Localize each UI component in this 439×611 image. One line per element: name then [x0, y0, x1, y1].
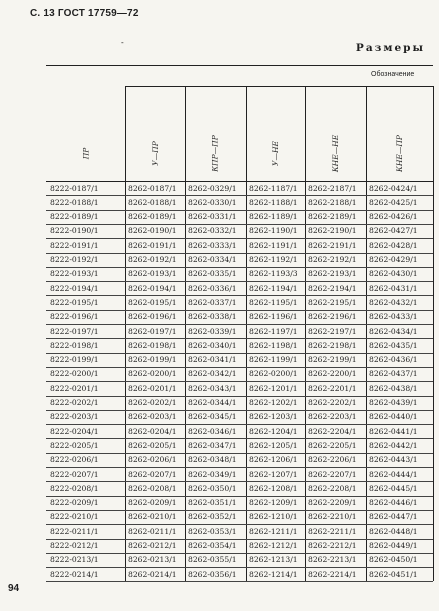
- column-header: [366, 126, 433, 181]
- table-cell: 8222-0212/1: [50, 541, 99, 550]
- table-cell: 8262-0443/1: [369, 455, 418, 465]
- table-cell: 8262-0341/1: [188, 355, 237, 365]
- table-cell: 8262-0335/1: [188, 269, 237, 279]
- table-cell: 8222-0193/1: [50, 269, 99, 279]
- table-cell: 8262-1189/1: [249, 212, 298, 222]
- table-cell: 8262-2204/1: [308, 426, 357, 436]
- table-cell: 8262-2201/1: [308, 383, 357, 393]
- table-cell: 8262-0436/1: [369, 355, 418, 365]
- table-cell: 8262-0450/1: [369, 555, 418, 565]
- table-cell: 8262-2206/1: [308, 455, 357, 465]
- column-header-label: ПР: [81, 147, 90, 160]
- table-cell: 8262-0444/1: [369, 469, 418, 479]
- table-cell: 8262-2197/1: [308, 326, 357, 336]
- table-cell: 8262-1191/1: [249, 240, 298, 250]
- stray-mark: -: [121, 38, 124, 47]
- table-cell: 8262-0439/1: [369, 398, 418, 407]
- section-title: Размеры: [355, 42, 425, 54]
- table-cell: 8262-2188/1: [308, 197, 357, 207]
- table-cell: 8222-0196/1: [50, 312, 99, 322]
- table-cell: 8262-2194/1: [308, 283, 357, 293]
- table-cell: 8262-0187/1: [128, 183, 177, 193]
- table-cell: 8262-0449/1: [369, 541, 418, 550]
- column-divider: [433, 86, 434, 581]
- table-cell: 8262-2202/1: [308, 398, 357, 407]
- table-cell: 8262-0210/1: [128, 512, 177, 522]
- column-header-label: КНЕ—ПР: [394, 135, 404, 172]
- table-cell: 8262-2198/1: [308, 340, 357, 350]
- table-cell: 8262-0192/1: [128, 255, 177, 264]
- table-cell: 8262-0427/1: [369, 226, 418, 236]
- table-cell: 8262-2209/1: [308, 498, 357, 508]
- table-cell: 8262-0348/1: [188, 455, 237, 465]
- table-cell: 8222-0191/1: [50, 240, 99, 250]
- table-cell: 8262-0332/1: [188, 226, 237, 236]
- table-cell: 8262-0336/1: [188, 283, 237, 293]
- table-cell: 8262-2213/1: [308, 555, 357, 565]
- table-cell: 8262-0197/1: [128, 326, 177, 336]
- table-cell: 8262-0196/1: [128, 312, 177, 322]
- table-cell: 8262-0190/1: [128, 226, 177, 236]
- table-cell: 8262-1207/1: [249, 469, 298, 479]
- table-cell: 8222-0188/1: [50, 197, 99, 207]
- column-header: [305, 126, 366, 181]
- column-header: [125, 126, 185, 181]
- table-cell: 8222-0213/1: [50, 555, 99, 565]
- table-cell: 8262-0188/1: [128, 197, 177, 207]
- table-cell: 8262-0344/1: [188, 398, 237, 407]
- table-cell: 8262-0209/1: [128, 498, 177, 508]
- table-cell: 8262-0431/1: [369, 283, 418, 293]
- table-cell: 8262-0441/1: [369, 426, 418, 436]
- table-cell: 8262-0351/1: [188, 498, 237, 508]
- table-cell: 8262-0207/1: [128, 469, 177, 479]
- column-header-label: КПР—ПР: [210, 135, 220, 172]
- table-cell: 8262-1209/1: [249, 498, 298, 508]
- table-cell: 8262-0330/1: [188, 197, 237, 207]
- column-header: [246, 126, 305, 181]
- table-cell: 8262-2208/1: [308, 483, 357, 493]
- table-cell: 8262-0354/1: [188, 541, 237, 550]
- table-cell: 8262-2196/1: [308, 312, 357, 322]
- table-cell: 8262-0211/1: [128, 526, 177, 536]
- table-cell: 8262-2203/1: [308, 412, 357, 422]
- column-header-label: У—НЕ: [271, 141, 280, 166]
- table-cell: 8262-0333/1: [188, 240, 237, 250]
- table-cell: 8222-0209/1: [50, 498, 99, 508]
- table-cell: 8262-1199/1: [249, 355, 298, 365]
- column-header-label: КНЕ—НЕ: [331, 134, 340, 173]
- table-cell: 8222-0197/1: [50, 326, 99, 336]
- table-cell: 8222-0202/1: [50, 398, 99, 407]
- table-cell: 8262-0451/1: [369, 569, 418, 579]
- table-cell: 8262-2195/1: [308, 297, 357, 307]
- table-cell: 8262-0345/1: [188, 412, 237, 422]
- designation-table: [46, 86, 433, 581]
- table-cell: 8262-0445/1: [369, 483, 418, 493]
- table-cell: 8262-1198/1: [249, 340, 298, 350]
- table-cell: 8262-0424/1: [369, 183, 418, 193]
- table-cell: 8262-0203/1: [128, 412, 177, 422]
- column-header-label: У—ПР: [150, 141, 160, 166]
- table-cell: 8262-0213/1: [128, 555, 177, 565]
- table-cell: 8222-0192/1: [50, 255, 99, 264]
- table-cell: 8262-0429/1: [369, 255, 418, 264]
- table-cell: 8222-0201/1: [50, 383, 99, 393]
- table-cell: 8262-0200/1: [128, 369, 177, 379]
- table-cell: 8262-2211/1: [308, 526, 357, 536]
- table-cell: 8262-2214/1: [308, 569, 357, 579]
- table-cell: 8262-1205/1: [249, 440, 298, 450]
- table-cell: 8262-1206/1: [249, 455, 298, 465]
- table-cell: 8262-0202/1: [128, 398, 177, 407]
- table-cell: 8262-1192/1: [249, 255, 298, 264]
- table-cell: 8262-0193/1: [128, 269, 177, 279]
- table-cell: 8222-0204/1: [50, 426, 99, 436]
- table-cell: 8262-0199/1: [128, 355, 177, 365]
- table-cell: 8262-0343/1: [188, 383, 237, 393]
- table-cell: 8262-0208/1: [128, 483, 177, 493]
- table-cell: 8262-0349/1: [188, 469, 237, 479]
- table-cell: 8262-0352/1: [188, 512, 237, 522]
- table-cell: 8262-0212/1: [128, 541, 177, 550]
- table-cell: 8262-1188/1: [249, 197, 298, 207]
- table-cell: 8262-0440/1: [369, 412, 418, 422]
- table-cell: 8262-0355/1: [188, 555, 237, 565]
- table-cell: 8262-0189/1: [128, 212, 177, 222]
- table-cell: 8262-0331/1: [188, 212, 237, 222]
- table-cell: 8262-0438/1: [369, 383, 418, 393]
- table-cell: 8262-1202/1: [249, 398, 298, 407]
- table-cell: 8262-1194/1: [249, 283, 298, 293]
- table-cell: 8262-0353/1: [188, 526, 237, 536]
- table-cell: 8262-0340/1: [188, 340, 237, 350]
- table-cell: 8262-2189/1: [308, 212, 357, 222]
- table-cell: 8262-0337/1: [188, 297, 237, 307]
- table-cell: 8262-0432/1: [369, 297, 418, 307]
- table-cell: 8262-1203/1: [249, 412, 298, 422]
- table-cell: 8222-0198/1: [50, 340, 99, 350]
- table-cell: 8262-0206/1: [128, 455, 177, 465]
- table-cell: 8262-0447/1: [369, 512, 418, 522]
- table-cell: 8262-1211/1: [249, 526, 298, 536]
- table-cell: 8222-0203/1: [50, 412, 99, 422]
- table-cell: 8262-1208/1: [249, 483, 298, 493]
- table-cell: 8222-0206/1: [50, 455, 99, 465]
- table-cell: 8262-0195/1: [128, 297, 177, 307]
- page-number: 94: [8, 583, 20, 594]
- table-cell: 8262-0448/1: [369, 526, 418, 536]
- table-cell: 8262-0442/1: [369, 440, 418, 450]
- table-cell: 8262-0356/1: [188, 569, 237, 579]
- table-cell: 8262-1193/3: [249, 269, 298, 279]
- table-cell: 8262-2205/1: [308, 440, 357, 450]
- page-header: С. 13 ГОСТ 17759—72: [30, 8, 139, 19]
- table-cell: 8222-0194/1: [50, 283, 99, 293]
- table-cell: 8222-0205/1: [50, 440, 99, 450]
- table-cell: 8262-0205/1: [128, 440, 177, 450]
- designation-label: Обозначение: [371, 71, 415, 78]
- table-cell: 8262-0339/1: [188, 326, 237, 336]
- table-cell: 8222-0214/1: [50, 569, 99, 579]
- table-cell: 8262-0200/1: [249, 369, 298, 379]
- table-cell: 8262-0430/1: [369, 269, 418, 279]
- table-cell: 8222-0207/1: [50, 469, 99, 479]
- table-cell: 8262-0428/1: [369, 240, 418, 250]
- table-cell: 8262-0191/1: [128, 240, 177, 250]
- table-cell: 8262-2193/1: [308, 269, 357, 279]
- table-cell: 8222-0187/1: [50, 183, 99, 193]
- table-cell: 8262-1213/1: [249, 555, 298, 565]
- column-header: [46, 126, 125, 181]
- table-cell: 8222-0211/1: [50, 526, 99, 536]
- table-cell: 8262-0433/1: [369, 312, 418, 322]
- table-cell: 8262-1201/1: [249, 383, 298, 393]
- column-header: [185, 126, 246, 181]
- table-cell: 8262-2192/1: [308, 255, 357, 264]
- table-cell: 8262-2187/1: [308, 183, 357, 193]
- top-rule: [46, 65, 433, 66]
- table-cell: 8262-0350/1: [188, 483, 237, 493]
- table-cell: 8262-1212/1: [249, 541, 298, 550]
- table-cell: 8222-0208/1: [50, 483, 99, 493]
- table-cell: 8262-0204/1: [128, 426, 177, 436]
- table-cell: 8262-0214/1: [128, 569, 177, 579]
- table-cell: 8262-2191/1: [308, 240, 357, 250]
- table-cell: 8262-0426/1: [369, 212, 418, 222]
- table-cell: 8262-0334/1: [188, 255, 237, 264]
- table-cell: 8262-1204/1: [249, 426, 298, 436]
- table-cell: 8262-1187/1: [249, 183, 298, 193]
- table-cell: 8222-0200/1: [50, 369, 99, 379]
- table-cell: 8262-0342/1: [188, 369, 237, 379]
- table-cell: 8222-0189/1: [50, 212, 99, 222]
- table-cell: 8262-0338/1: [188, 312, 237, 322]
- table-cell: 8262-0329/1: [188, 183, 237, 193]
- table-cell: 8262-0446/1: [369, 498, 418, 508]
- table-cell: 8262-1210/1: [249, 512, 298, 522]
- table-cell: 8262-1197/1: [249, 326, 298, 336]
- table-cell: 8222-0190/1: [50, 226, 99, 236]
- table-cell: 8262-0347/1: [188, 440, 237, 450]
- table-cell: 8262-1214/1: [249, 569, 298, 579]
- table-cell: 8262-1190/1: [249, 226, 298, 236]
- table-cell: 8262-1195/1: [249, 297, 298, 307]
- table-cell: 8222-0199/1: [50, 355, 99, 365]
- table-cell: 8262-2207/1: [308, 469, 357, 479]
- table-cell: 8262-0434/1: [369, 326, 418, 336]
- table-cell: 8262-0435/1: [369, 340, 418, 350]
- table-cell: 8262-0346/1: [188, 426, 237, 436]
- table-cell: 8262-2210/1: [308, 512, 357, 522]
- table-cell: 8262-0437/1: [369, 369, 418, 379]
- table-cell: 8262-0201/1: [128, 383, 177, 393]
- table-cell: 8262-0198/1: [128, 340, 177, 350]
- table-cell: 8262-0194/1: [128, 283, 177, 293]
- table-cell: 8262-2199/1: [308, 355, 357, 365]
- table-cell: 8222-0210/1: [50, 512, 99, 522]
- table-cell: 8262-2190/1: [308, 226, 357, 236]
- table-cell: 8262-0425/1: [369, 197, 418, 207]
- table-cell: 8262-1196/1: [249, 312, 298, 322]
- table-cell: 8222-0195/1: [50, 297, 99, 307]
- table-cell: 8262-2200/1: [308, 369, 357, 379]
- table-cell: 8262-2212/1: [308, 541, 357, 550]
